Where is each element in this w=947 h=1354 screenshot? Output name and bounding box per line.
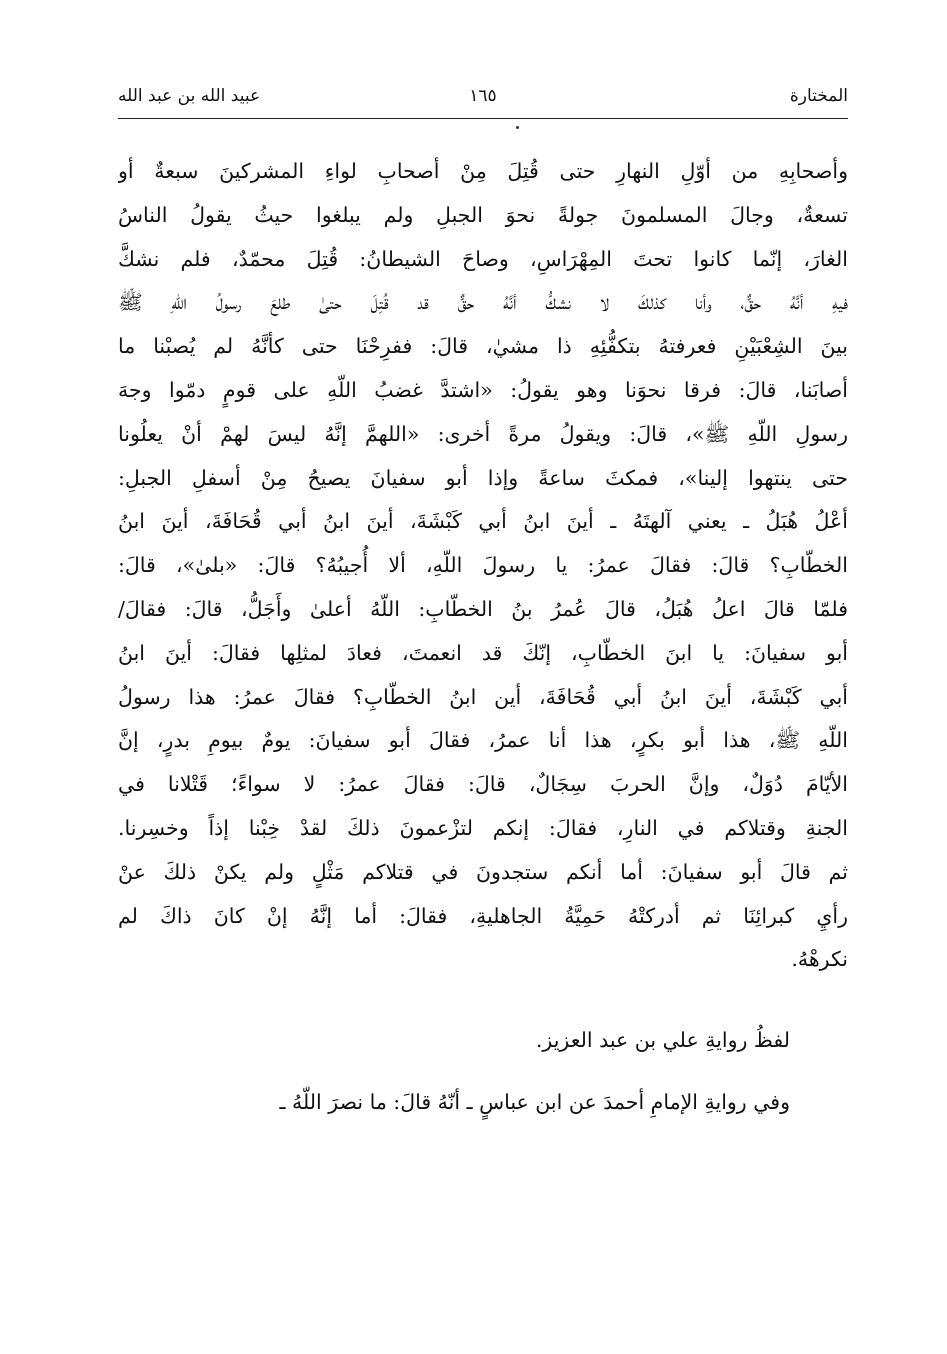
paragraph-wording-note: لفظُ روايةِ علي بن عبد العزيز. bbox=[535, 1028, 790, 1053]
text-line: وأصحابِهِ من أوّلِ النهارِ حتى قُتِلَ مِنْ أصحابِ لواءِ المشركينَ سبعةٌ أو bbox=[118, 159, 848, 183]
page-number: ١٦٥ bbox=[469, 86, 497, 106]
running-header bbox=[118, 84, 848, 112]
text-line: ثم قالَ أبو سفيانَ: أما أنكم ستجدونَ في قتلاكم مَثْلٍ ولم يكنْ ذلكَ عنْ bbox=[118, 859, 848, 884]
text-line: تسعةٌ، وجالَ المسلمونَ جولةً نحوَ الجبلِ ولم يبلغوا حيثُ يقولُ الناسُ bbox=[118, 202, 848, 227]
text-line: الغارَ، إنّما كانوا تحتَ المِهْرَاسِ، وصاحَ الشيطانُ: قُتِلَ محمّدٌ، فلم نشكَّ bbox=[118, 246, 848, 271]
header-rule bbox=[118, 118, 848, 119]
book-title: المختارة bbox=[789, 86, 848, 106]
text-line: أصابَنا، قالَ: فرقا نحوَنا وهو يقولُ: «اشتدَّ غضبُ اللّهِ على قومٍ دمّوا وجهَ bbox=[118, 377, 848, 402]
text-line: الأيّامَ دُوَلٌ، وإنَّ الحربَ سِجَالٌ، قالَ: فقالَ عمرُ: لا سواءً؛ قَتْلانا في bbox=[118, 772, 848, 797]
text-line: اللّهِ ﷺ، هذا أبو بكرٍ، هذا أنا عمرُ، فقالَ أبو سفيانَ: يومٌ بيومِ بدرٍ، إنَّ bbox=[118, 728, 848, 753]
text-line: الخطّابِ؟ قالَ: فقالَ عمرُ: يا رسولَ اللّهِ، ألا أُجيبُهُ؟ قالَ: «بلىٰ»، قالَ: bbox=[118, 553, 848, 578]
paragraph-other-narration: وفي روايةِ الإمامِ أحمدَ عن ابن عباسٍ ـ أنّهُ قالَ: ما نصرَ اللّهُ ـ bbox=[279, 1090, 790, 1115]
text-line: بينَ الشِعْبَيْنِ فعرفتهُ بتكفُّئِهِ ذا مشيٰ، قالَ: ففرِحْنَا حتى كأنَّهُ لم يُصبْنا ما bbox=[118, 334, 848, 359]
text-line: الجنةِ وقتلاكم في النارِ، فقالَ: إنكم لتزْعمونَ ذلكَ لقدْ خِبْنا إذاً وخسِرنا. bbox=[118, 815, 848, 840]
text-line: أعْلُ هُبَلُ ـ يعني آلهتَهُ ـ أينَ ابنُ أبي كَبْشَةَ، أينَ ابنُ أبي قُحَافَةَ، أينَ ابنُ bbox=[118, 509, 848, 534]
ink-dot bbox=[516, 126, 519, 129]
text-line: رسولِ اللّهِ ﷺ»، قالَ: ويقولُ مرةً أخرى: «اللهمَّ إنَّهُ ليسَ لهمْ أنْ يعلُونا bbox=[118, 421, 848, 446]
paragraph-gap bbox=[118, 1062, 848, 1080]
chapter-name: عبيد الله بن عبد الله bbox=[118, 86, 261, 106]
text-line: نكرهْهُ. bbox=[791, 947, 848, 972]
paragraph-gap bbox=[118, 982, 848, 1018]
text-line: أبي كَبْشَةَ، أينَ ابنُ أبي قُحَافَةَ، أين ابنُ الخطّابِ؟ فقالَ عمرُ: هذا رسولُ bbox=[118, 684, 848, 709]
text-line: فيهِ أنَّهُ حقٌّ، وأنا كذلكَ لا نشكُّ أنَّهُ حقٌّ قد قُتِلَ حتىٰ طلعَ رسولُ اللّهِ ﷺ bbox=[118, 290, 848, 315]
paragraph-main bbox=[118, 150, 848, 982]
text-line: أبو سفيانَ: يا ابنَ الخطّابِ، إنّكَ قد انعمتَ، فعادَ لمثلِها فقالَ: أينَ ابنُ bbox=[118, 640, 848, 665]
text-line: حتى ينتهوا إلينا»، فمكثَ ساعةً وإذا أبو سفيانَ يصيحُ مِنْ أسفلِ الجبلِ: bbox=[118, 465, 848, 490]
text-line: رأيِ كبرائِنَا ثم أدركتْهُ حَمِيَّةُ الجاهليةِ، فقالَ: أما إنَّهُ إنْ كانَ ذاكَ لم bbox=[118, 903, 848, 928]
page-body bbox=[118, 150, 848, 1124]
text-line: فلمّا قالَ اعلُ هُبَلُ، قالَ عُمرُ بنُ الخطّابِ: اللّهُ أعلىٰ وأَجَلُّ، قالَ: فقالَ/ bbox=[118, 596, 848, 621]
